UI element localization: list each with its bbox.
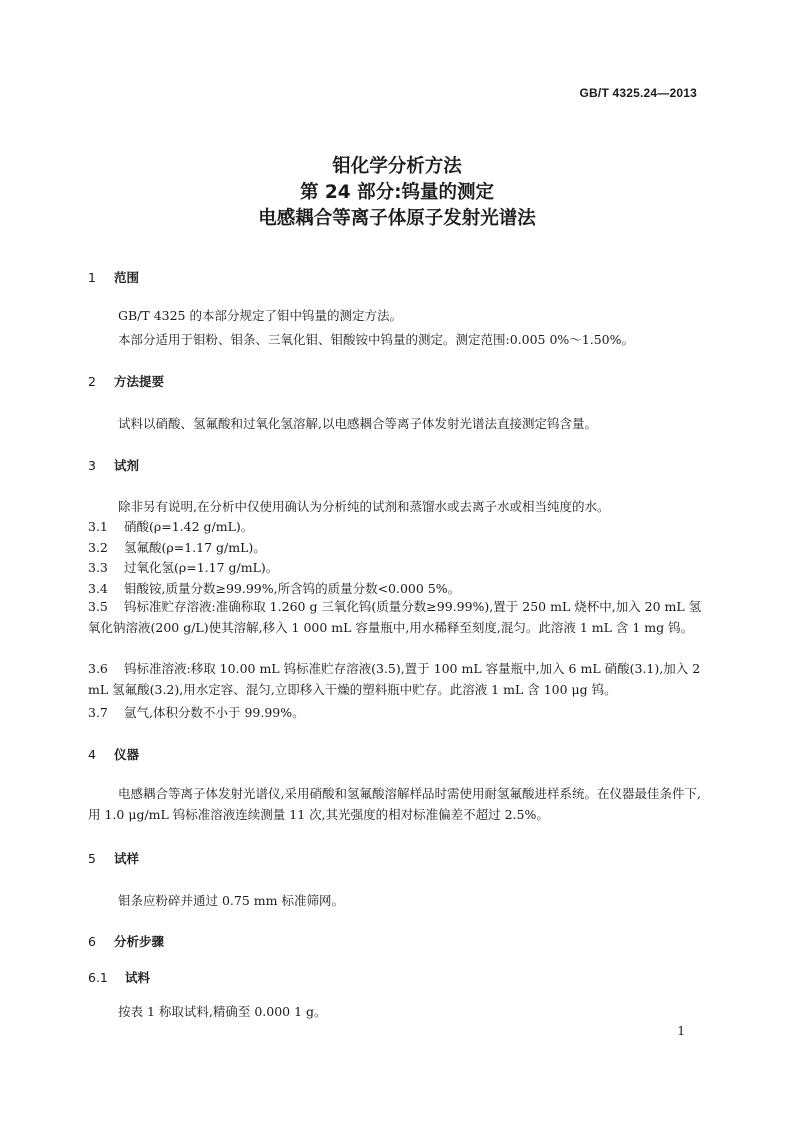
section-title: 方法提要 [114,374,165,389]
standard-code: GB/T 4325.24—2013 [579,86,697,100]
section-number: 4 [88,747,96,762]
list-item: 3.3 过氧化氢(ρ=1.17 g/mL)。 [88,560,279,575]
list-item: 3.1 硝酸(ρ=1.42 g/mL)。 [88,519,254,534]
list-item: 3.4 钼酸铵,质量分数≥99.99%,所含钨的质量分数<0.000 5%。 [88,581,461,596]
title-line-3: 电感耦合等离子体原子发射光谱法 [258,208,536,229]
list-item: 3.7 氩气,体积分数不小于 99.99%。 [88,705,305,720]
section-2-para-1: 试料以硝酸、氢氟酸和过氧化氢溶解,以电感耦合等离子体发射光谱法直接测定钨含量。 [118,416,597,431]
section-4-para-1: 电感耦合等离子体发射光谱仪,采用硝酸和氢氟酸溶解样品时需使用耐氢氟酸进样系统。在仪器最佳条件下,用 1.0 μg/mL 钨标准溶液连续测量 11 次,其光强度的相对标准偏差不超过 2.5%。 [88,786,701,822]
section-number: 2 [88,374,96,389]
section-number: 5 [88,851,96,866]
title-line-1: 钼化学分析方法 [332,156,462,177]
list-item: 3.5 钨标准贮存溶液:准确称取 1.260 g 三氧化钨(质量分数≥99.99%),置于 250 mL 烧杯中,加入 20 mL 氢氧化钠溶液(200 g/L)使其溶解,移入 1 000 mL 容量瓶中,用水稀释至刻度,混匀。此溶液 1 mL 含 1 mg 钨。 [88,599,702,635]
section-3-heading [88,456,139,474]
section-title: 试剂 [114,458,140,473]
section-title: 试样 [114,851,140,866]
list-item: 3.6 钨标准溶液:移取 10.00 mL 钨标准贮存溶液(3.5),置于 100 mL 容量瓶中,加入 6 mL 硝酸(3.1),加入 2 mL 氢氟酸(3.2),用水定容、混匀,立即移入干燥的塑料瓶中贮存。此溶液 1 mL 含 100 μg 钨。 [88,661,701,697]
title-line-2: 第 24 部分:钨量的测定 [299,182,495,203]
list-item: 3.2 氢氟酸(ρ=1.17 g/mL)。 [88,540,266,555]
section-title: 分析步骤 [114,934,165,949]
section-1-para-1: GB/T 4325 的本部分规定了钼中钨量的测定方法。 [118,308,402,323]
section-title: 范围 [114,270,140,285]
section-number: 1 [88,270,96,285]
section-5-heading [88,849,139,867]
section-1-para-2: 本部分适用于钼粉、钼条、三氧化钼、钼酸铵中钨量的测定。测定范围:0.005 0%～1.50%。 [118,332,635,347]
section-number: 6.1 [88,970,108,985]
section-2-heading [88,372,164,390]
section-6-heading [88,932,164,950]
subsection-6-1-heading [88,968,150,986]
section-4-heading [88,745,139,763]
page-number: 1 [677,1024,685,1038]
section-3-para-1: 除非另有说明,在分析中仅使用确认为分析纯的试剂和蒸馏水或去离子水或相当纯度的水。 [118,499,610,514]
section-5-para-1: 钼条应粉碎并通过 0.75 mm 标准筛网。 [118,893,344,908]
section-number: 3 [88,458,96,473]
section-title: 试料 [125,970,151,985]
section-1-heading [88,268,139,286]
section-number: 6 [88,934,96,949]
section-title: 仪器 [114,747,140,762]
subsection-6-1-para-1: 按表 1 称取试料,精确至 0.000 1 g。 [118,1004,327,1019]
